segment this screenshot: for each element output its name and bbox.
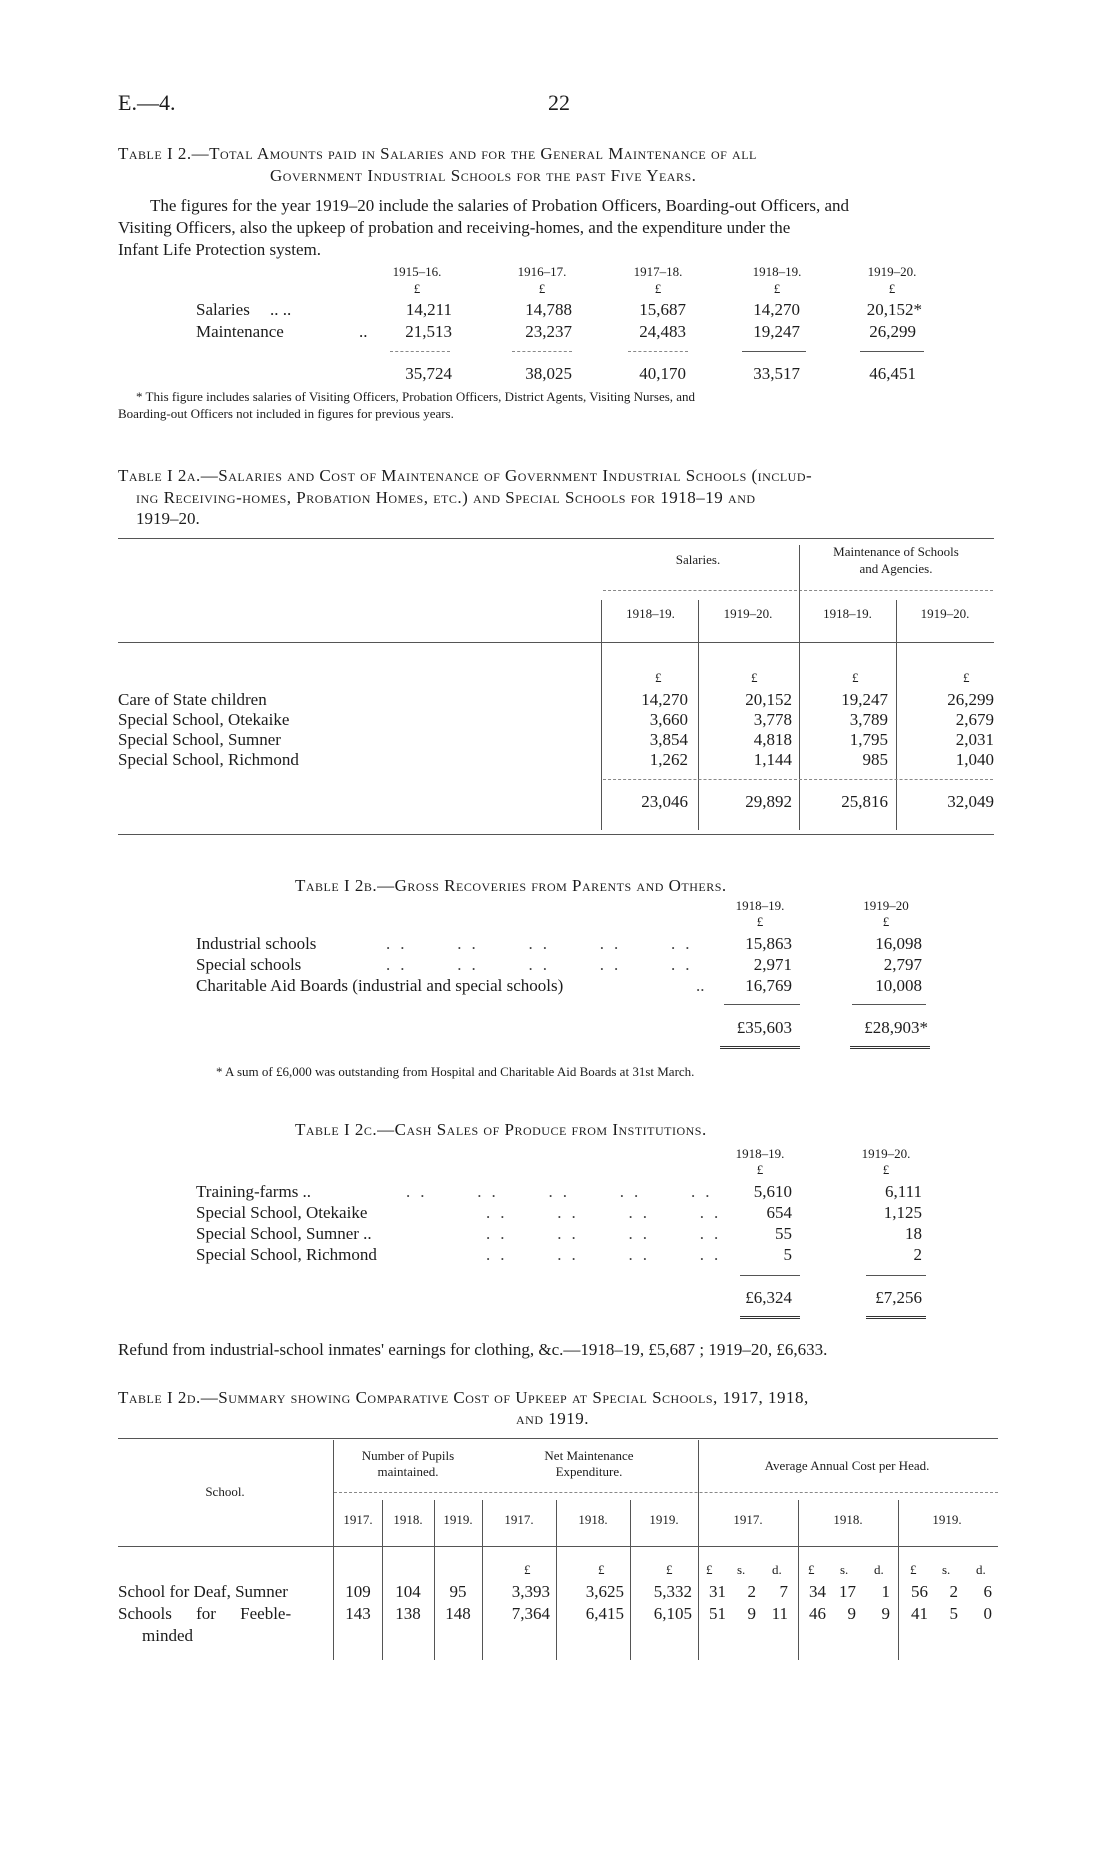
table-i2-year: 1917–18. bbox=[633, 264, 683, 279]
row-label-line2: minded bbox=[142, 1626, 193, 1645]
rule bbox=[740, 1275, 800, 1276]
value-cell: 3,854 bbox=[649, 730, 688, 749]
avg-pounds: 56 bbox=[911, 1582, 928, 1601]
pounds-unit: £ bbox=[808, 1562, 815, 1577]
table-row bbox=[196, 1203, 956, 1223]
table-i2d-title-line1: Table I 2d.—Summary showing Comparative Cost of Upkeep at Special Schools, 1917, 1918, bbox=[118, 1388, 809, 1407]
table-i2d-title-line2: and 1919. bbox=[516, 1409, 589, 1428]
pence-unit: d. bbox=[976, 1562, 986, 1577]
value-cell: 2,971 bbox=[753, 955, 792, 974]
column-divider bbox=[799, 545, 800, 830]
year-header: 1917. bbox=[343, 1512, 373, 1527]
value-cell: 2,797 bbox=[883, 955, 922, 974]
school-column-header: School. bbox=[205, 1484, 245, 1499]
pounds-unit: £ bbox=[910, 1562, 917, 1577]
year-header: 1919. bbox=[932, 1512, 962, 1527]
leader-dots: .. bbox=[696, 976, 705, 995]
value-cell: 26,299 bbox=[869, 322, 916, 341]
table-i2-title-line1: Table I 2.—Total Amounts paid in Salaries and for the General Maintenance of all bbox=[118, 144, 757, 163]
year-header: 1918. bbox=[393, 1512, 423, 1527]
rule bbox=[334, 1492, 998, 1493]
row-label: Schools for Feeble- bbox=[118, 1604, 292, 1623]
year-header: 1919–20. bbox=[861, 1146, 911, 1161]
value-cell: 16,769 bbox=[745, 976, 792, 995]
table-totals-row bbox=[196, 1018, 956, 1038]
value-cell: 6,111 bbox=[885, 1182, 922, 1201]
year-header: 1919. bbox=[443, 1512, 473, 1527]
header-bottom-rule bbox=[118, 1546, 998, 1547]
table-i2-footnote-line1: * This figure includes salaries of Visiting Officers, Probation Officers, District Agents, Visiting Nurses, and bbox=[136, 389, 696, 404]
row-label: Special School, Otekaike bbox=[196, 1203, 368, 1222]
avg-pounds: 51 bbox=[709, 1604, 726, 1623]
row-label: Training-farms .. bbox=[196, 1182, 312, 1201]
table-totals-row bbox=[118, 792, 998, 812]
pupils-cell: 138 bbox=[395, 1604, 421, 1623]
table-row bbox=[196, 1182, 956, 1202]
total-cell: 29,892 bbox=[745, 792, 792, 811]
leader-dots: .. .. bbox=[270, 300, 292, 319]
year-header: 1917. bbox=[733, 1512, 763, 1527]
year-header: 1919–20. bbox=[920, 606, 970, 621]
total-cell: 38,025 bbox=[525, 364, 572, 383]
avg-pence: 6 bbox=[983, 1582, 992, 1601]
avg-pence: 1 bbox=[881, 1582, 890, 1601]
avg-shillings: 5 bbox=[949, 1604, 958, 1623]
avg-shillings: 9 bbox=[747, 1604, 756, 1623]
year-header: 1918. bbox=[578, 1512, 608, 1527]
year-header: 1918–19. bbox=[626, 606, 675, 621]
currency-symbol: £ bbox=[524, 1562, 531, 1577]
value-cell: 5,610 bbox=[753, 1182, 792, 1201]
currency-symbol: £ bbox=[655, 670, 662, 685]
value-cell: 2 bbox=[913, 1245, 922, 1264]
table-i2b-footnote: * A sum of £6,000 was outstanding from Hospital and Charitable Aid Boards at 31st March. bbox=[216, 1064, 695, 1079]
value-cell: 1,795 bbox=[849, 730, 888, 749]
value-cell: 2,031 bbox=[955, 730, 994, 749]
currency-symbol: £ bbox=[852, 670, 859, 685]
table-bottom-rule bbox=[118, 834, 994, 835]
value-cell: 3,778 bbox=[753, 710, 792, 729]
year-header: 1918. bbox=[833, 1512, 863, 1527]
currency-symbol: £ bbox=[882, 1162, 890, 1177]
total-cell: £6,324 bbox=[745, 1288, 792, 1307]
leader-dots: .. .. .. .. .. bbox=[406, 1182, 720, 1201]
table-row bbox=[196, 934, 956, 954]
leader-dots: .. bbox=[359, 322, 368, 341]
avg-pounds: 41 bbox=[911, 1604, 928, 1623]
table-i2-footnote-line2: Boarding-out Officers not included in figures for previous years. bbox=[118, 406, 454, 421]
table-i2-title-line2: Government Industrial Schools for the past Five Years. bbox=[270, 166, 697, 185]
value-cell: 26,299 bbox=[947, 690, 994, 709]
value-cell: 14,788 bbox=[525, 300, 572, 319]
row-label: School for Deaf, Sumner bbox=[118, 1582, 288, 1601]
shillings-unit: s. bbox=[840, 1562, 849, 1577]
rule bbox=[628, 351, 688, 352]
total-cell: 46,451 bbox=[869, 364, 916, 383]
table-i2-year: 1916–17. bbox=[517, 264, 567, 279]
table-i2a-title-line3: 1919–20. bbox=[136, 509, 200, 528]
column-divider bbox=[898, 1500, 899, 1660]
value-cell: 20,152 bbox=[745, 690, 792, 709]
table-row bbox=[118, 710, 998, 730]
column-divider bbox=[434, 1500, 435, 1660]
table-i2b-title: Table I 2b.—Gross Recoveries from Parents and Others. bbox=[295, 876, 727, 895]
avg-shillings: 2 bbox=[747, 1582, 756, 1601]
table-i2-intro-line1: The figures for the year 1919–20 include the salaries of Probation Officers, Boarding-out Officers, and bbox=[150, 196, 849, 215]
avg-shillings: 9 bbox=[847, 1604, 856, 1623]
currency-symbol: £ bbox=[756, 914, 764, 929]
leader-dots: .. .. .. .. bbox=[486, 1203, 729, 1222]
average-cost-group-header: Average Annual Cost per Head. bbox=[764, 1458, 930, 1473]
avg-pounds: 31 bbox=[709, 1582, 726, 1601]
value-cell: 10,008 bbox=[875, 976, 922, 995]
year-header: 1919–20 bbox=[863, 898, 909, 913]
table-totals-row bbox=[196, 1288, 956, 1308]
double-rule bbox=[850, 1046, 930, 1049]
double-rule bbox=[740, 1316, 800, 1319]
row-label: Special School, Sumner .. bbox=[196, 1224, 372, 1243]
column-divider bbox=[630, 1500, 631, 1660]
value-cell: 3,789 bbox=[849, 710, 888, 729]
year-header: 1917. bbox=[504, 1512, 534, 1527]
maintenance-group-header-line2: and Agencies. bbox=[859, 561, 933, 576]
value-cell: 14,270 bbox=[753, 300, 800, 319]
row-label: Care of State children bbox=[118, 690, 267, 709]
row-label: Special schools bbox=[196, 955, 302, 974]
value-cell: 20,152* bbox=[866, 300, 922, 319]
net-maintenance-group-header: Net Maintenance bbox=[544, 1448, 634, 1463]
column-divider bbox=[698, 1440, 699, 1660]
row-label: Special School, Sumner bbox=[118, 730, 281, 749]
rule bbox=[390, 351, 450, 352]
pupils-cell: 95 bbox=[449, 1582, 467, 1601]
double-rule bbox=[720, 1046, 800, 1049]
row-label: Salaries bbox=[196, 300, 250, 319]
table-i2-year: 1915–16. bbox=[392, 264, 442, 279]
rule bbox=[512, 351, 572, 352]
currency-symbol: £ bbox=[882, 914, 890, 929]
year-header: 1918–19. bbox=[735, 1146, 785, 1161]
shillings-unit: s. bbox=[942, 1562, 951, 1577]
total-cell: £7,256 bbox=[875, 1288, 922, 1307]
value-cell: 2,679 bbox=[955, 710, 994, 729]
table-row bbox=[118, 1604, 998, 1624]
header-bottom-rule bbox=[118, 642, 994, 643]
leader-dots: .. .. .. .. .. bbox=[386, 934, 700, 953]
shillings-unit: s. bbox=[737, 1562, 746, 1577]
value-cell: 14,211 bbox=[405, 300, 452, 319]
currency-symbol: £ bbox=[413, 281, 421, 296]
row-label: Industrial schools bbox=[196, 934, 317, 953]
total-cell: 35,724 bbox=[405, 364, 452, 383]
value-cell: 654 bbox=[766, 1203, 792, 1222]
pupils-cell: 148 bbox=[445, 1604, 471, 1623]
rule bbox=[866, 1275, 926, 1276]
column-divider bbox=[798, 1500, 799, 1660]
value-cell: 16,098 bbox=[875, 934, 922, 953]
salaries-group-header: Salaries. bbox=[675, 552, 721, 567]
currency-symbol: £ bbox=[756, 1162, 764, 1177]
value-cell: 21,513 bbox=[405, 322, 452, 341]
rule bbox=[742, 351, 806, 352]
table-row bbox=[118, 750, 998, 770]
table-i2a-title-line2: ing Receiving-homes, Probation Homes, etc.) and Special Schools for 1918–19 and bbox=[136, 488, 756, 507]
currency-symbol: £ bbox=[963, 670, 970, 685]
pupils-group-header-line2: maintained. bbox=[377, 1464, 439, 1479]
table-top-rule bbox=[118, 1438, 998, 1439]
currency-symbol: £ bbox=[654, 281, 662, 296]
row-label: Charitable Aid Boards (industrial and special schools) bbox=[196, 976, 564, 995]
value-cell: 55 bbox=[775, 1224, 792, 1243]
table-row bbox=[118, 730, 998, 750]
rule bbox=[603, 779, 993, 780]
rule bbox=[724, 1004, 800, 1005]
value-cell: 18 bbox=[905, 1224, 922, 1243]
column-divider bbox=[556, 1500, 557, 1660]
pupils-group-header: Number of Pupils bbox=[361, 1448, 455, 1463]
refund-note: Refund from industrial-school inmates' earnings for clothing, &c.—1918–19, £5,687 ; 1919–20, £6,633. bbox=[118, 1340, 828, 1359]
currency-symbol: £ bbox=[538, 281, 546, 296]
row-label: Maintenance bbox=[196, 322, 284, 341]
pence-unit: d. bbox=[772, 1562, 782, 1577]
value-cell: 15,863 bbox=[745, 934, 792, 953]
table-top-rule bbox=[118, 538, 994, 539]
value-cell: 5 bbox=[783, 1245, 792, 1264]
currency-symbol: £ bbox=[888, 281, 896, 296]
table-row bbox=[196, 955, 956, 975]
row-label: Special School, Richmond bbox=[196, 1245, 377, 1264]
net-cell: 3,393 bbox=[511, 1582, 550, 1601]
total-cell: 23,046 bbox=[641, 792, 688, 811]
total-cell: 25,816 bbox=[841, 792, 888, 811]
column-divider bbox=[333, 1440, 334, 1660]
avg-pence: 9 bbox=[881, 1604, 890, 1623]
pence-unit: d. bbox=[874, 1562, 884, 1577]
value-cell: 1,262 bbox=[649, 750, 688, 769]
row-label: Special School, Otekaike bbox=[118, 710, 290, 729]
column-divider bbox=[482, 1500, 483, 1660]
table-i2-year: 1919–20. bbox=[867, 264, 917, 279]
rule bbox=[603, 590, 993, 591]
table-row bbox=[118, 1582, 998, 1602]
avg-pence: 11 bbox=[771, 1604, 788, 1623]
page-number: 22 bbox=[548, 90, 570, 115]
value-cell: 23,237 bbox=[525, 322, 572, 341]
pounds-unit: £ bbox=[706, 1562, 713, 1577]
rule bbox=[860, 351, 924, 352]
net-cell: 7,364 bbox=[511, 1604, 550, 1623]
value-cell: 985 bbox=[862, 750, 888, 769]
currency-symbol: £ bbox=[666, 1562, 673, 1577]
table-row bbox=[196, 976, 956, 996]
value-cell: 4,818 bbox=[753, 730, 792, 749]
avg-shillings: 17 bbox=[839, 1582, 856, 1601]
net-cell: 5,332 bbox=[653, 1582, 692, 1601]
year-header: 1919–20. bbox=[723, 606, 773, 621]
table-i2a-title-line1: Table I 2a.—Salaries and Cost of Maintenance of Government Industrial Schools (includ- bbox=[118, 466, 813, 485]
value-cell: 15,687 bbox=[639, 300, 686, 319]
total-cell: 32,049 bbox=[947, 792, 994, 811]
pupils-cell: 104 bbox=[395, 1582, 421, 1601]
table-i2-intro-line2: Visiting Officers, also the upkeep of probation and receiving-homes, and the expenditure under the bbox=[118, 218, 791, 237]
table-row bbox=[196, 1245, 956, 1265]
leader-dots: .. .. .. .. .. bbox=[386, 955, 700, 974]
value-cell: 19,247 bbox=[753, 322, 800, 341]
value-cell: 3,660 bbox=[649, 710, 688, 729]
currency-symbol: £ bbox=[773, 281, 781, 296]
table-row bbox=[118, 690, 998, 710]
double-rule bbox=[866, 1316, 926, 1319]
value-cell: 1,040 bbox=[955, 750, 994, 769]
currency-symbol: £ bbox=[598, 1562, 605, 1577]
year-header: 1918–19. bbox=[735, 898, 785, 913]
pupils-cell: 109 bbox=[345, 1582, 371, 1601]
leader-dots: .. .. .. .. bbox=[486, 1224, 729, 1243]
avg-pence: 7 bbox=[779, 1582, 788, 1601]
total-cell: 40,170 bbox=[639, 364, 686, 383]
value-cell: 19,247 bbox=[841, 690, 888, 709]
value-cell: 1,125 bbox=[883, 1203, 922, 1222]
table-i2-intro-line3: Infant Life Protection system. bbox=[118, 240, 322, 259]
table-i2-year: 1918–19. bbox=[752, 264, 802, 279]
avg-pounds: 34 bbox=[809, 1582, 826, 1601]
net-cell: 3,625 bbox=[585, 1582, 624, 1601]
table-row bbox=[196, 1224, 956, 1244]
maintenance-group-header: Maintenance of Schools bbox=[833, 544, 959, 559]
rule bbox=[852, 1004, 926, 1005]
value-cell: 24,483 bbox=[639, 322, 686, 341]
value-cell: 14,270 bbox=[641, 690, 688, 709]
document-code: E.—4. bbox=[118, 90, 176, 115]
net-cell: 6,415 bbox=[585, 1604, 624, 1623]
currency-symbol: £ bbox=[751, 670, 758, 685]
avg-pence: 0 bbox=[983, 1604, 992, 1623]
total-cell: £28,903* bbox=[864, 1018, 928, 1037]
leader-dots: .. .. .. .. bbox=[486, 1245, 729, 1264]
year-header: 1919. bbox=[649, 1512, 679, 1527]
row-label: Special School, Richmond bbox=[118, 750, 299, 769]
total-cell: 33,517 bbox=[753, 364, 800, 383]
net-maintenance-group-header-line2: Expenditure. bbox=[555, 1464, 623, 1479]
total-cell: £35,603 bbox=[736, 1018, 792, 1037]
pupils-cell: 143 bbox=[345, 1604, 371, 1623]
column-divider bbox=[382, 1500, 383, 1660]
net-cell: 6,105 bbox=[653, 1604, 692, 1623]
table-i2c-title: Table I 2c.—Cash Sales of Produce from Institutions. bbox=[295, 1120, 707, 1139]
year-header: 1918–19. bbox=[823, 606, 872, 621]
avg-pounds: 46 bbox=[809, 1604, 826, 1623]
avg-shillings: 2 bbox=[949, 1582, 958, 1601]
value-cell: 1,144 bbox=[753, 750, 792, 769]
